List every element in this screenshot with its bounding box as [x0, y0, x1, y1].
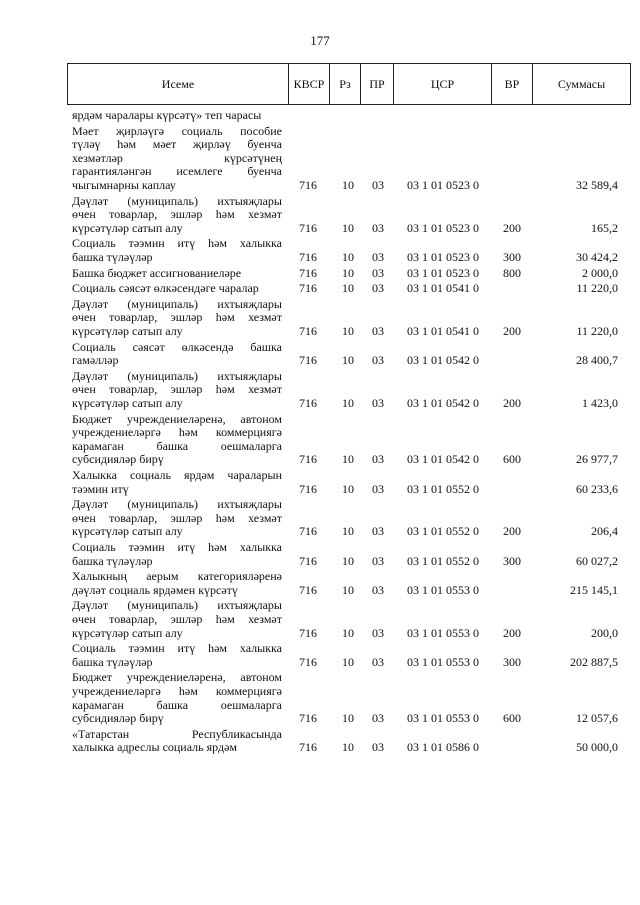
row-pr: 03	[372, 265, 384, 280]
row-rz: 10	[342, 281, 354, 296]
row-rz: 10	[342, 524, 354, 539]
row-name	[72, 541, 282, 568]
row-name-line: Бюджет учреждениеләренә, автоном	[72, 671, 282, 685]
row-kvsr: 716	[299, 353, 317, 368]
row-sum: 60 027,2	[576, 553, 618, 568]
row-sum: 32 589,4	[576, 177, 618, 192]
header-sum: Суммасы	[533, 64, 631, 105]
row-sum: 12 057,6	[576, 711, 618, 726]
row-csr: 03 1 01 0552 0	[407, 553, 479, 568]
row-sum: 206,4	[591, 524, 618, 539]
row-sum: 1 423,0	[582, 395, 618, 410]
row-name-line: өчен товарлар, эшләр һәм хезмәт	[72, 383, 282, 397]
row-name-line: түләү һәм мәет җирләү буенча	[72, 138, 282, 152]
row-name-line: карамаган башка оешмаларга	[72, 698, 282, 712]
row-name-line: Бюджет учреждениеләренә, автоном	[72, 412, 282, 426]
row-name-line: хезмәтләр күрсәтүнең	[72, 151, 282, 165]
row-pr: 03	[372, 323, 384, 338]
row-kvsr: 716	[299, 265, 317, 280]
row-name-line: күрсәтүләр сатып алу	[72, 396, 183, 410]
row-name-line: өчен товарлар, эшләр һәм хезмәт	[72, 511, 282, 525]
row-name	[72, 498, 282, 539]
table-row	[0, 298, 640, 339]
row-name-line: өчен товарлар, эшләр һәм хезмәт	[72, 208, 282, 222]
row-name-line: өчен товарлар, эшләр һәм хезмәт	[72, 311, 282, 325]
row-kvsr: 716	[299, 582, 317, 597]
row-name	[72, 469, 282, 496]
row-sum: 215 145,1	[570, 582, 618, 597]
row-kvsr: 716	[299, 481, 317, 496]
row-csr: 03 1 01 0523 0	[407, 265, 479, 280]
row-csr: 03 1 01 0523 0	[407, 220, 479, 235]
row-pr: 03	[372, 524, 384, 539]
row-name	[72, 195, 282, 236]
row-pr: 03	[372, 220, 384, 235]
row-kvsr: 716	[299, 281, 317, 296]
row-sum: 26 977,7	[576, 452, 618, 467]
row-name-line: Дәүләт (муниципаль) ихтыяҗлары	[72, 369, 282, 383]
table-row	[0, 570, 640, 597]
row-name-line: ярдәм чаралары күрсәтү» теп чарасы	[72, 109, 262, 122]
row-vr: 300	[503, 654, 521, 669]
row-sum: 2 000,0	[582, 265, 618, 280]
row-rz: 10	[342, 265, 354, 280]
row-name-line: тәэмин итү	[72, 482, 129, 496]
row-name-line: Социаль сәясәт өлкәсендәге чаралар	[72, 282, 259, 296]
row-name-line: күрсәтүләр сатып алу	[72, 525, 183, 539]
row-sum: 11 220,0	[576, 281, 618, 296]
row-csr: 03 1 01 0553 0	[407, 654, 479, 669]
row-vr: 200	[503, 323, 521, 338]
row-pr: 03	[372, 711, 384, 726]
row-name	[72, 109, 282, 123]
row-kvsr: 716	[299, 740, 317, 755]
row-vr: 200	[503, 220, 521, 235]
row-name-line: субсидияләр бирү	[72, 453, 164, 467]
row-name-line: гамәлләр	[72, 354, 119, 368]
row-csr: 03 1 01 0552 0	[407, 481, 479, 496]
row-name	[72, 282, 282, 296]
row-name-line: башка түләүләр	[72, 655, 153, 669]
row-csr: 03 1 01 0552 0	[407, 524, 479, 539]
row-kvsr: 716	[299, 553, 317, 568]
table-row	[0, 195, 640, 236]
table-row	[0, 541, 640, 568]
header-kvsr: КВСР	[289, 64, 330, 105]
table-row	[0, 642, 640, 669]
row-vr: 200	[503, 625, 521, 640]
row-name-line: Мәет җирләүгә социаль пособие	[72, 124, 282, 138]
row-name-line: Дәүләт (муниципаль) ихтыяҗлары	[72, 498, 282, 512]
row-name-line: учреждениеләргә һәм коммерциягә	[72, 684, 282, 698]
row-name-line: Дәүләт (муниципаль) ихтыяҗлары	[72, 297, 282, 311]
row-name	[72, 642, 282, 669]
row-name	[72, 125, 282, 193]
row-name	[72, 570, 282, 597]
row-rz: 10	[342, 353, 354, 368]
row-pr: 03	[372, 177, 384, 192]
row-kvsr: 716	[299, 625, 317, 640]
row-kvsr: 716	[299, 654, 317, 669]
row-name	[72, 413, 282, 467]
row-name-line: дәүләт социаль ярдәмен күрсәтү	[72, 583, 238, 597]
row-name-line: күрсәтүләр сатып алу	[72, 324, 183, 338]
row-name-line: учреждениеләргә һәм коммерциягә	[72, 426, 282, 440]
row-rz: 10	[342, 395, 354, 410]
row-csr: 03 1 01 0541 0	[407, 281, 479, 296]
table-row	[0, 125, 640, 193]
row-kvsr: 716	[299, 249, 317, 264]
row-vr: 300	[503, 249, 521, 264]
row-vr: 200	[503, 395, 521, 410]
row-rz: 10	[342, 452, 354, 467]
row-name	[72, 370, 282, 411]
table-row	[0, 728, 640, 755]
table-row	[0, 109, 640, 123]
row-csr: 03 1 01 0553 0	[407, 711, 479, 726]
row-pr: 03	[372, 740, 384, 755]
row-name	[72, 267, 282, 281]
row-vr: 300	[503, 553, 521, 568]
row-kvsr: 716	[299, 395, 317, 410]
row-sum: 28 400,7	[576, 353, 618, 368]
row-rz: 10	[342, 323, 354, 338]
row-name-line: Социаль тәэмин итү һәм халыкка	[72, 237, 282, 251]
row-name	[72, 341, 282, 368]
row-csr: 03 1 01 0541 0	[407, 323, 479, 338]
row-name-line: Дәүләт (муниципаль) ихтыяҗлары	[72, 599, 282, 613]
row-name-line: күрсәтүләр сатып алу	[72, 626, 183, 640]
row-name-line: чыгымнарны каплау	[72, 178, 176, 192]
row-name-line: субсидияләр бирү	[72, 712, 164, 726]
row-kvsr: 716	[299, 220, 317, 235]
row-name	[72, 237, 282, 264]
row-pr: 03	[372, 654, 384, 669]
row-sum: 50 000,0	[576, 740, 618, 755]
row-name	[72, 728, 282, 755]
row-rz: 10	[342, 177, 354, 192]
table-row	[0, 413, 640, 467]
row-vr: 600	[503, 711, 521, 726]
row-pr: 03	[372, 481, 384, 496]
row-name-line: Башка бюджет ассигнованиеләре	[72, 266, 242, 280]
row-rz: 10	[342, 481, 354, 496]
table-header	[67, 63, 631, 105]
row-sum: 60 233,6	[576, 481, 618, 496]
row-name	[72, 599, 282, 640]
row-sum: 30 424,2	[576, 249, 618, 264]
row-rz: 10	[342, 553, 354, 568]
row-name-line: Халыкка социаль ярдәм чараларын	[72, 469, 282, 482]
row-rz: 10	[342, 625, 354, 640]
table-row	[0, 498, 640, 539]
row-name-line: өчен товарлар, эшләр һәм хезмәт	[72, 612, 282, 626]
row-csr: 03 1 01 0553 0	[407, 582, 479, 597]
row-rz: 10	[342, 740, 354, 755]
row-sum: 165,2	[591, 220, 618, 235]
row-csr: 03 1 01 0553 0	[407, 625, 479, 640]
row-kvsr: 716	[299, 711, 317, 726]
row-name-line: Социаль тәэмин итү һәм халыкка	[72, 642, 282, 656]
row-rz: 10	[342, 249, 354, 264]
row-name-line: Дәүләт (муниципаль) ихтыяҗлары	[72, 194, 282, 208]
table-row	[0, 599, 640, 640]
row-kvsr: 716	[299, 177, 317, 192]
row-pr: 03	[372, 353, 384, 368]
row-kvsr: 716	[299, 323, 317, 338]
table-row	[0, 282, 640, 296]
row-name-line: Социаль тәэмин итү һәм халыкка	[72, 541, 282, 554]
header-rz: Рз	[330, 64, 361, 105]
row-name	[72, 671, 282, 725]
row-pr: 03	[372, 249, 384, 264]
page-number: 177	[310, 33, 330, 48]
row-name-line: карамаган башка оешмаларга	[72, 439, 282, 453]
row-name-line: Социаль сәясәт өлкәсендә башка	[72, 340, 282, 354]
row-kvsr: 716	[299, 524, 317, 539]
header-csr: ЦСР	[394, 64, 492, 105]
row-rz: 10	[342, 711, 354, 726]
row-name-line: «Татарстан Республикасында	[72, 727, 282, 741]
row-sum: 202 887,5	[570, 654, 618, 669]
row-pr: 03	[372, 582, 384, 597]
table-row	[0, 469, 640, 496]
header-name: Исеме	[68, 64, 289, 105]
row-pr: 03	[372, 553, 384, 568]
row-pr: 03	[372, 395, 384, 410]
row-rz: 10	[342, 654, 354, 669]
row-vr: 200	[503, 524, 521, 539]
header-vr: ВР	[492, 64, 533, 105]
row-vr: 800	[503, 265, 521, 280]
row-rz: 10	[342, 582, 354, 597]
row-name	[72, 298, 282, 339]
row-pr: 03	[372, 452, 384, 467]
table-row	[0, 267, 640, 281]
row-csr: 03 1 01 0523 0	[407, 177, 479, 192]
table-row	[0, 341, 640, 368]
row-name-line: башка түләүләр	[72, 250, 153, 264]
row-pr: 03	[372, 281, 384, 296]
row-vr: 600	[503, 452, 521, 467]
header-pr: ПР	[361, 64, 394, 105]
row-rz: 10	[342, 220, 354, 235]
row-name-line: халыкка адреслы социаль ярдәм	[72, 741, 238, 755]
row-csr: 03 1 01 0523 0	[407, 249, 479, 264]
row-name-line: башка түләүләр	[72, 554, 153, 568]
row-csr: 03 1 01 0542 0	[407, 452, 479, 467]
row-name-line: Халыкның аерым категорияләренә	[72, 570, 282, 584]
row-pr: 03	[372, 625, 384, 640]
row-name-line: гарантияләнгән исемлеге буенча	[72, 165, 282, 179]
table-row	[0, 370, 640, 411]
row-csr: 03 1 01 0542 0	[407, 395, 479, 410]
row-csr: 03 1 01 0586 0	[407, 740, 479, 755]
row-sum: 200,0	[591, 625, 618, 640]
row-name-line: күрсәтүләр сатып алу	[72, 221, 183, 235]
row-kvsr: 716	[299, 452, 317, 467]
row-sum: 11 220,0	[576, 323, 618, 338]
row-csr: 03 1 01 0542 0	[407, 353, 479, 368]
table-row	[0, 237, 640, 264]
table-row	[0, 671, 640, 725]
